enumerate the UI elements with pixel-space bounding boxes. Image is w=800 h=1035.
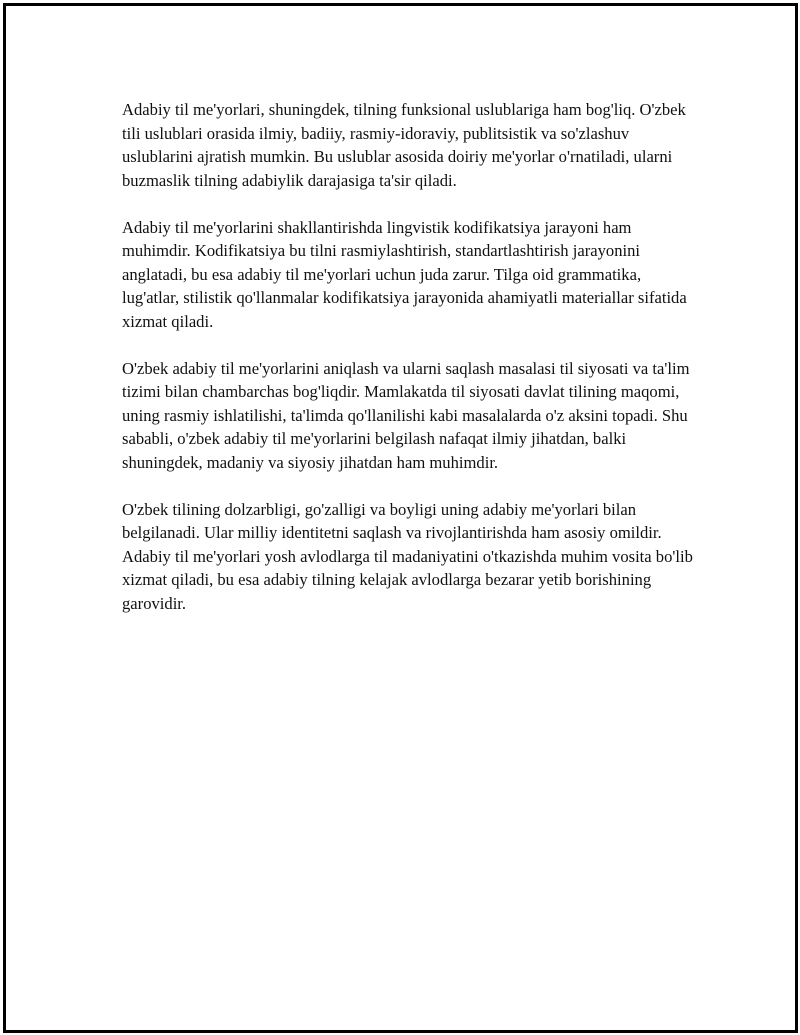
paragraph-3: O'zbek adabiy til me'yorlarini aniqlash va ularni saqlash masalasi til siyosati va ta'lim tizimi bilan chambarchas bog'liqdir. Mamlakatda til siyosati davlat tilining maqomi, uning rasmiy ishlatilishi, ta'limda qo'llanilishi kabi masalalarda o'z aksini topadi. Shu sababli, o'zbek adabiy til me'yorlarini belgilash nafaqat ilmiy jihatdan, balki shuningdek, madaniy va siyosiy jihatdan ham muhimdir. <box>122 358 690 472</box>
document-body <box>122 98 702 639</box>
paragraph-2: Adabiy til me'yorlarini shakllantirishda lingvistik kodifikatsiya jarayoni ham muhimdir. Kodifikatsiya bu tilni rasmiylashtirish, standartlashtirish jarayonini anglatadi, bu esa adabiy til me'yorlari uchun juda zarur. Tilga oid grammatika, lug'atlar, stilistik qo'llanmalar kodifikatsiya jarayonida ahamiyatli materiallar sifatida xizmat qiladi. <box>122 217 687 331</box>
paragraph-1: Adabiy til me'yorlari, shuningdek, tilning funksional uslublariga ham bog'liq. O'zbek tili uslublari orasida ilmiy, badiiy, rasmiy-idoraviy, publitsistik va so'zlashuv uslublarini ajratish mumkin. Bu uslublar asosida doiriy me'yorlar o'rnatiladi, ularni buzmaslik tilning adabiylik darajasiga ta'sir qiladi. <box>122 100 686 190</box>
paragraph-4: O'zbek tilining dolzarbligi, go'zalligi va boyligi uning adabiy me'yorlari bilan belgilanadi. Ular milliy identitetni saqlash va rivojlantirishda ham asosiy omildir. Adabiy til me'yorlari yosh avlodlarga til madaniyatini o'tkazishda muhim vosita bo'lib xizmat qiladi, bu esa adabiy tilning kelajak avlodlarga bezarar yetib borishining garovidir. <box>122 499 693 613</box>
page-frame <box>3 3 798 1033</box>
